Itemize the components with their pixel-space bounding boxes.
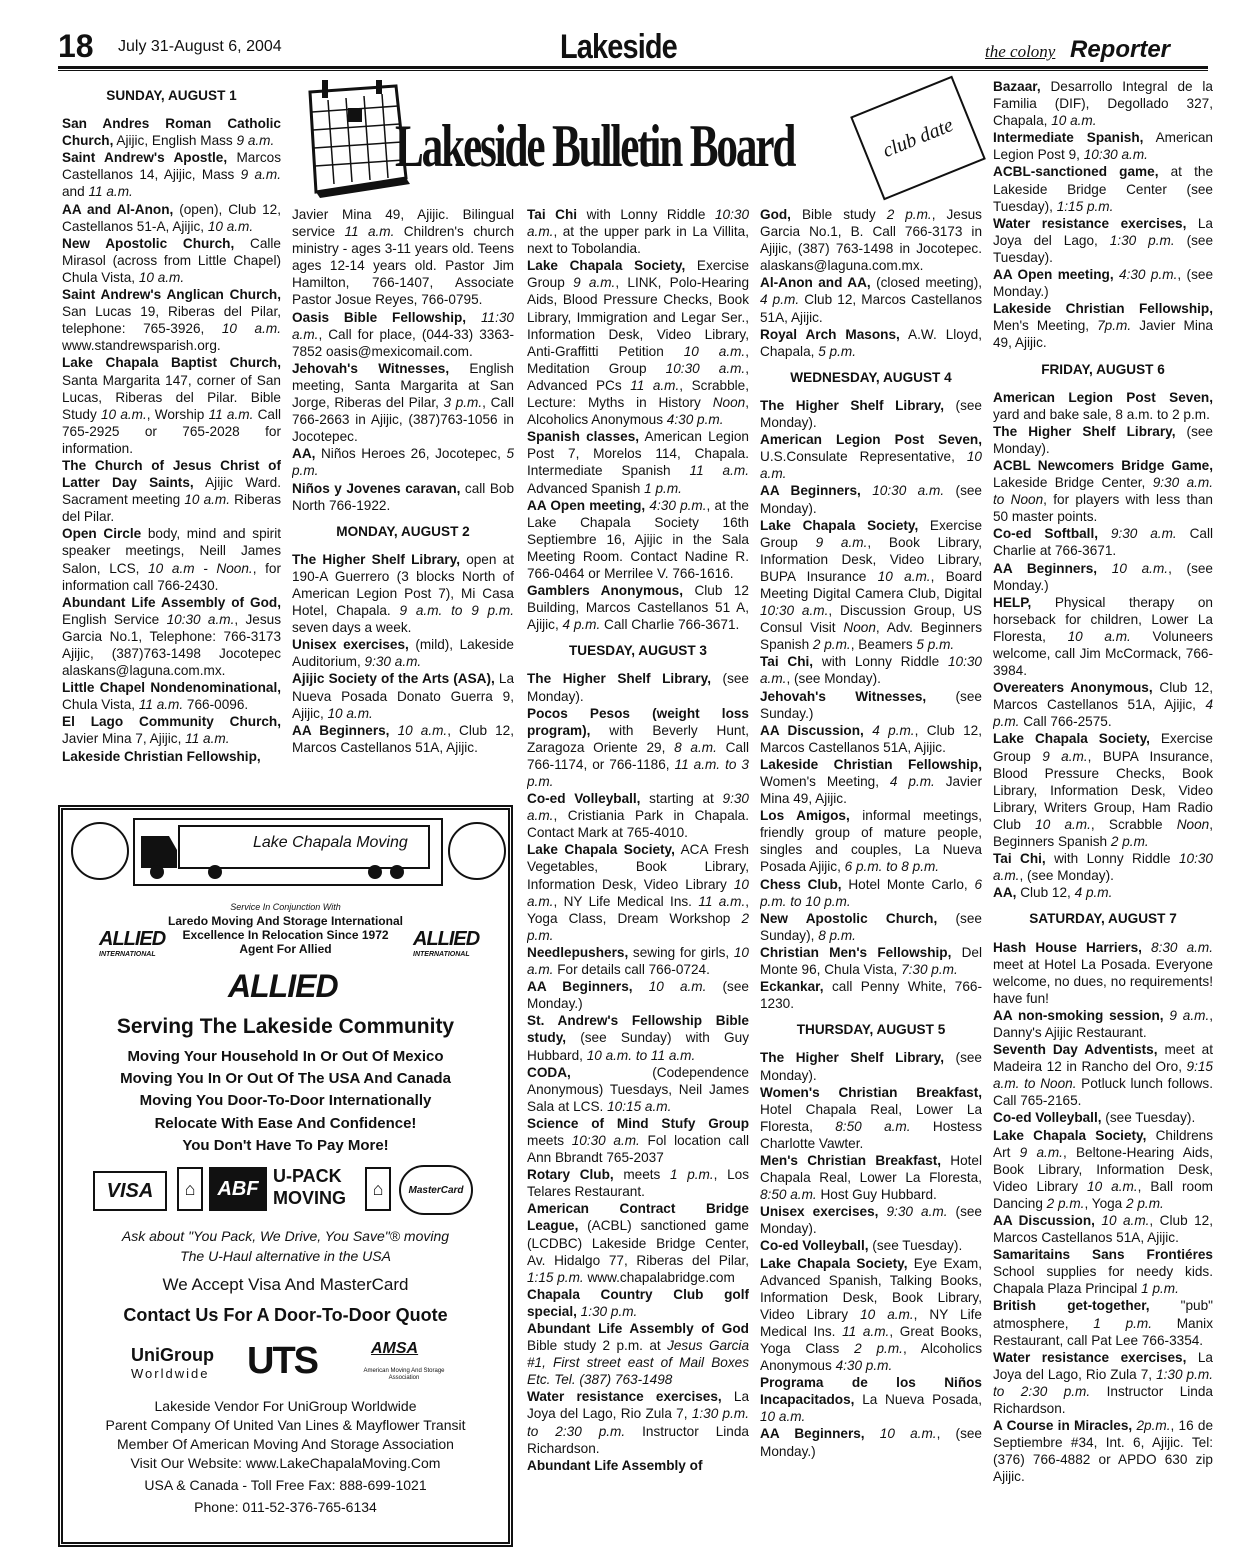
listing-entry: Water resistance exercises, La Joya del Lago, 1:30 p.m. (see Tuesday). (993, 215, 1213, 265)
listing-entry: British get-together, "pub" atmosphere, 1 p.m. Manix Restaurant, call Pat Lee 766-3354. (993, 1298, 1213, 1348)
day-heading-wednesday: WEDNESDAY, AUGUST 4 (790, 369, 952, 385)
seal-left-icon (71, 822, 129, 880)
listing-entry: Co-ed Volleyball, starting at 9:30 a.m., Cristiania Park in Chapala. Contact Mark at 765-4010. (527, 791, 749, 841)
allied-international-logo-left: ALLIED (99, 928, 166, 950)
listing-entry: Oasis Bible Fellowship, 11:30 a.m., Call for place, (044-33) 3363-7852 oasis@mexicomail.com. (292, 309, 514, 359)
listing-entry: Water resistance exercises, La Joya del Lago, Rio Zula 7, 1:30 p.m. to 2:30 p.m. Instructor Linda Richardson. (527, 1389, 749, 1456)
listing-entry: El Lago Community Church, Javier Mina 7, Ajijic, 11 a.m. (62, 714, 281, 747)
day-heading-monday: MONDAY, AUGUST 2 (336, 523, 470, 539)
listing-entry: The Higher Shelf Library, open at 190-A Guerrero (3 blocks North of American Legion Post 7), Mi Casa Hotel, Chapala. 9 a.m. to 9 p.m. seven days a week. (292, 551, 514, 636)
listing-group (760, 206, 982, 360)
upack-logo: U-PACK MOVING (273, 1166, 347, 1208)
listing-entry: Overeaters Anonymous, Club 12, Marcos Castellanos 51A, Ajijic, 4 p.m. Call 766-2575. (993, 680, 1213, 730)
day-heading-sunday: SUNDAY, AUGUST 1 (106, 88, 237, 103)
listing-entry: The Church of Jesus Christ of Latter Day Saints, Ajijic Ward. Sacrament meeting 10 a.m. Riberas del Pilar. (62, 457, 281, 525)
header-rule (58, 66, 1208, 69)
listing-entry: American Legion Post Seven, yard and bake sale, 8 a.m. to 2 p.m. (993, 389, 1213, 422)
column-3 (527, 206, 749, 1548)
ad-line: Moving You Door-To-Door Internationally (139, 1092, 432, 1109)
ad-line: Relocate With Ease And Confidence! (154, 1115, 417, 1132)
ad-line: Agent For Allied (239, 942, 332, 956)
listing-entry: Unisex exercises, (mild), Lakeside Auditorium, 9:30 a.m. (292, 637, 514, 670)
listing-entry: Abundant Life Assembly of (527, 1457, 703, 1473)
column-sunday (62, 78, 281, 796)
ad-line: Contact Us For A Door-To-Door Quote (123, 1305, 448, 1325)
listing-entry: AA Beginners, 10 a.m., Club 12, Marcos Castellanos 51A, Ajijic. (292, 722, 514, 755)
payment-logos (93, 1165, 473, 1219)
listing-entry: AA, Club 12, 4 p.m. (993, 885, 1113, 901)
ad-phone: Phone: 011-52-376-765-6134 (194, 1499, 377, 1515)
seal-right-icon (448, 822, 506, 880)
listing-group (292, 551, 514, 756)
listing-entry: Javier Mina 49, Ajijic. Bilingual service 11 a.m. Children's church ministry - ages 3-11 years old. Teens ages 12-14 years old. Pastor Jim Hamilton, 766-1407, Associate Pastor Josue Reyes, 766-0795. (292, 207, 514, 308)
listing-entry: Unisex exercises, 9:30 a.m. (see Monday). (760, 1204, 982, 1237)
ad-headline: Serving The Lakeside Community (116, 1015, 455, 1038)
listing-entry: Little Chapel Nondenominational, Chula Vista, 11 a.m. 766-0096. (62, 680, 281, 713)
house-icon: ⌂ (365, 1167, 391, 1211)
unigroup-logo: UniGroup (131, 1345, 214, 1365)
abf-logo: ABF (209, 1167, 267, 1211)
listing-group (527, 206, 749, 633)
listing-entry: Lakeside Christian Fellowship, Men's Meeting, 7p.m. Javier Mina 49, Ajijic. (993, 301, 1213, 351)
listing-entry: Open Circle body, mind and spirit speaker meetings, Neill James Salon, LCS, 10 a.m - Noon., for information call 766-2430. (62, 526, 281, 593)
day-heading-friday: FRIDAY, AUGUST 6 (1041, 361, 1165, 377)
day-heading-saturday: SATURDAY, AUGUST 7 (1029, 911, 1177, 927)
day-heading-thursday: THURSDAY, AUGUST 5 (796, 1022, 946, 1038)
listing-entry: Tai Chi with Lonny Riddle 10:30 a.m., at the upper park in La Villita, next to Tobolandia. (527, 207, 749, 257)
listing-entry: Los Amigos, informal meetings, friendly group of mature people, singles and couples, La Nueva Posada Ajijic, 6 p.m. to 8 p.m. (760, 808, 982, 875)
listing-entry: Gamblers Anonymous, Club 12 Building, Marcos Castellanos 51 A, Ajijic, 4 p.m. Call Charlie 766-3671. (527, 583, 749, 633)
listing-entry: AA non-smoking session, 9 a.m., Danny's Ajijic Restaurant. (993, 1007, 1213, 1040)
listing-entry: Lake Chapala Society, Exercise Group 9 a.m., LINK, Polo-Hearing Aids, Blood Pressure Checks, Book Library, Immigration and Legar Ser., Information Desk, Video Library, Anti-Graffitti Petition 10 a.m., Meditation Group 10:30 a.m., Advanced PCs 11 a.m., Scrabble, Lecture: Myths in History Noon, Alcoholics Anonymous 4:30 p.m. (527, 258, 749, 428)
truck-label: Lake Chapala Moving (253, 834, 408, 851)
mastercard-logo: MasterCard (399, 1165, 473, 1215)
listing-entry: Saint Andrew's Anglican Church, San Lucas 19, Riberas del Pilar, telephone: 765-3926, 10 a.m. www.standrewsparish.org. (62, 287, 281, 354)
ad-line: Excellence In Relocation Since 1972 (182, 928, 389, 942)
listing-group (993, 939, 1213, 1486)
listing-entry: American Contract Bridge League, (ACBL) sanctioned game (LCDBC) Lakeside Bridge Center, Av. Hidalgo 77, Riberas del Pilar, 1:15 p.m. www.chapalabridge.com (527, 1201, 749, 1285)
column-4 (760, 206, 982, 1548)
listing-entry: St. Andrew's Fellowship Bible study, (see Sunday) with Guy Hubbard, 10 a.m. to 11 a.m. (527, 1013, 749, 1063)
listing-entry: American Legion Post Seven, U.S.Consulate Representative, 10 a.m. (760, 432, 982, 482)
listing-entry: Royal Arch Masons, A.W. Lloyd, Chapala, 5 p.m. (760, 326, 982, 359)
allied-logo: ALLIED (228, 968, 338, 1004)
ad-line: We Accept Visa And MasterCard (162, 1275, 409, 1294)
listing-entry: New Apostolic Church, (see Sunday), 8 p.m. (760, 910, 982, 943)
listing-entry: AA Open meeting, 4:30 p.m., at the Lake Chapala Society 16th Septiembre 16, Ajijic in the Sala Meeting Room. Contact Nadine R. 766-0464 or Merrilee V. 766-1616. (527, 497, 749, 581)
listing-entry: God, Bible study 2 p.m., Jesus Garcia No.1, B. Call 766-3173 in Ajijic, (387) 763-1498 in Jocotepec. alaskans@laguna.com.mx. (760, 207, 982, 274)
listing-entry: Science of Mind Stufy Group meets 10:30 a.m. Fol location call Ann Bbrandt 765-2037 (527, 1115, 749, 1166)
listing-entry: Lakeside Christian Fellowship, (62, 748, 261, 764)
listing-entry: The Higher Shelf Library, (see Monday). (760, 397, 982, 431)
listing-entry: Lake Chapala Baptist Church, Santa Margarita 147, corner of San Lucas, Riberas del Pilar. Bible Study 10 a.m., Worship 11 a.m. Call 765-2925 or 765-2028 for information. (62, 355, 281, 456)
worldwide-label: Worldwide (131, 1366, 210, 1381)
uts-logo: UTS (247, 1340, 317, 1382)
ad-line: The U-Haul alternative in the USA (180, 1248, 391, 1264)
amsa-sub: American Moving And Storage Association (363, 1368, 445, 1381)
listing-entry: Tai Chi, with Lonny Riddle 10:30 a.m., (see Monday). (993, 851, 1213, 884)
listing-entry: Lake Chapala Society, Eye Exam, Advanced Spanish, Talking Books, Information Desk, Book Library, Video Library 10 a.m., NY Life Medical Ins. 11 a.m., Great Books, Yoga Class 2 p.m., Alcoholics Anonymous 4:30 p.m. (760, 1255, 982, 1374)
listing-entry: Jehovah's Witnesses, (see Sunday.) (760, 688, 982, 721)
listing-entry: Intermediate Spanish, American Legion Post 9, 10:30 a.m. (993, 130, 1213, 163)
listing-entry: Chess Club, Hotel Monte Carlo, 6 p.m. to 10 p.m. (760, 876, 982, 909)
ad-website: Visit Our Website: www.LakeChapalaMoving.Com (130, 1455, 441, 1471)
listing-entry: Bazaar, Desarrollo Integral de la Familia (DIF), Degollado 327, Chapala, 10 a.m. (993, 79, 1213, 129)
amsa-logo: AMSA (371, 1340, 419, 1357)
ad-line: Parent Company Of United Van Lines & Mayflower Transit (105, 1417, 466, 1433)
listing-entry: Spanish classes, American Legion Post 7, Morelos 114, Chapala. Intermediate Spanish 11 a.m. Advanced Spanish 1 p.m. (527, 429, 749, 496)
listing-entry: Men's Christian Breakfast, Hotel Chapala Real, Lower La Floresta, 8:50 a.m. Host Guy Hubbard. (760, 1152, 982, 1203)
ad-fax: USA & Canada - Toll Free Fax: 888-699-1021 (144, 1477, 427, 1493)
listing-entry: Lake Chapala Society, ACA Fresh Vegetables, Book Library, Information Desk, Video Library 10 a.m., NY Life Medical Ins. 11 a.m., Yoga Class, Dream Workshop 2 p.m. (527, 842, 749, 943)
club-date-note: club date (850, 76, 986, 201)
listing-entry: Co-ed Softball, 9:30 a.m. Call Charlie at 766-3671. (993, 526, 1213, 559)
header-rule-thin (58, 70, 1208, 71)
truck-logo (133, 818, 443, 886)
listing-entry: Tai Chi, with Lonny Riddle 10:30 a.m., (see Monday). (760, 654, 982, 687)
listing-entry: San Andres Roman Catholic Church, Ajijic, English Mass 9 a.m. (62, 116, 281, 149)
listing-entry: The Higher Shelf Library, (see Monday). (993, 423, 1213, 456)
listing-entry: Women's Christian Breakfast, Hotel Chapala Real, Lower La Floresta, 8:50 a.m. Hostess Charlotte Vawter. (760, 1084, 982, 1151)
ad-line: Moving Your Household In Or Out Of Mexico (127, 1048, 444, 1065)
column-2 (292, 206, 514, 800)
listing-entry: AA Beginners, 10 a.m. (see Monday.) (527, 979, 749, 1012)
listing-entry: AA Beginners, 10 a.m., (see Monday.) (993, 560, 1213, 593)
listing-entry: Hash House Harriers, 8:30 a.m. meet at Hotel La Posada. Everyone welcome, no dues, no requirements! have fun! (993, 939, 1213, 1006)
logo-small: the colony (985, 42, 1056, 61)
allied-intl-label: INTERNATIONAL (99, 951, 156, 958)
listing-entry: Lake Chapala Society, Childrens Art 9 a.m., Beltone-Hearing Aids, Book Library, Information Desk, Video Library 10 a.m., Ball room Dancing 2 p.m., Yoga 2 p.m. (993, 1127, 1213, 1211)
listing-entry: Lake Chapala Society, Exercise Group 9 a.m., BUPA Insurance, Blood Pressure Checks, Book Library, Information Desk, Video Library, Writers Group, Ham Radio Club 10 a.m., Scrabble Noon, Beginners Spanish 2 p.m. (993, 731, 1213, 850)
listing-entry: ACBL Newcomers Bridge Game, Lakeside Bridge Center, 9:30 a.m. to Noon, for players with less than 50 master points. (993, 457, 1213, 525)
page-number: 18 (58, 28, 94, 64)
listing-entry: Lake Chapala Society, Exercise Group 9 a.m., Book Library, Information Desk, Video Library, BUPA Insurance 10 a.m., Board Meeting Digital Camera Club, Digital 10:30 a.m., Discussion Group, US Consul Visit Noon, Adv. Beginners Spanish 2 p.m., Beamers 5 p.m. (760, 517, 982, 653)
visa-logo: VISA (93, 1171, 167, 1211)
listing-entry: Pocos Pesos (weight loss program), with Beverly Hunt, Zaragoza Oriente 29, 8 a.m. Call 766-1174, or 766-1186, 11 a.m. to 3 p.m. (527, 705, 749, 789)
ad-line: Lakeside Vendor For UniGroup Worldwide (154, 1398, 417, 1414)
moving-company-ad (58, 805, 513, 1547)
listing-entry: AA Open meeting, 4:30 p.m., (see Monday.) (993, 267, 1213, 300)
day-heading-tuesday: TUESDAY, AUGUST 3 (569, 643, 707, 659)
listing-entry: Jehovah's Witnesses, English meeting, Santa Margarita at San Jorge, Riberas del Pilar, 3 p.m., Call 766-2663 in Ajijic, (387)763-1056 in Jocotepec. (292, 360, 514, 445)
logo-reporter: Reporter (1070, 36, 1171, 63)
allied-international-logo-right: ALLIED (413, 928, 480, 950)
listing-entry: AA Discussion, 4 p.m., Club 12, Marcos Castellanos 51A, Ajijic. (760, 722, 982, 755)
bulletin-board-title: Lakeside Bulletin Board (395, 113, 795, 179)
listing-entry: AA Beginners, 10 a.m., (see Monday.) (760, 1426, 982, 1459)
listing-entry: AA Discussion, 10 a.m., Club 12, Marcos Castellanos 51A, Ajijic. (993, 1213, 1213, 1246)
listing-entry: Seventh Day Adventists, meet at Madeira 12 in Rancho del Oro, 9:15 a.m. to Noon. Potluck lunch follows. Call 765-2165. (993, 1042, 1213, 1109)
house-icon: ⌂ (177, 1167, 203, 1211)
listing-entry: Christian Men's Fellowship, Del Monte 96, Chula Vista, 7:30 p.m. (760, 944, 982, 978)
listing-entry: ACBL-sanctioned game, at the Lakeside Bridge Center (see Tuesday), 1:15 p.m. (993, 164, 1213, 214)
listing-entry: New Apostolic Church, Calle Mirasol (across from Little Chapel) Chula Vista, 10 a.m. (62, 235, 281, 285)
listing-group (292, 206, 514, 514)
issue-date: July 31-August 6, 2004 (118, 38, 282, 55)
listing-group (527, 670, 749, 1473)
listing-entry: Al-Anon and AA, (closed meeting), 4 p.m. Club 12, Marcos Castellanos 51A, Ajijic. (760, 275, 982, 325)
listing-entry: Rotary Club, meets 1 p.m., Los Telares Restaurant. (527, 1167, 749, 1200)
ad-line: Member Of American Moving And Storage Association (117, 1436, 454, 1452)
listing-entry: Co-ed Volleyball, (see Tuesday). (993, 1110, 1196, 1126)
listing-entry: HELP, Physical therapy on horseback for children, Lower La Floresta, 10 a.m. Voluneers welcome, call Jim McCormack, 766-3984. (993, 594, 1213, 679)
listing-entry: Water resistance exercises, La Joya del Lago, Rio Zula 7, 1:30 p.m. to 2:30 p.m. Instructor Linda Richardson. (993, 1349, 1213, 1417)
listing-entry: CODA, (Codependence Anonymous) Tuesdays, Neil James Sala at LCS. 10:15 a.m. (527, 1064, 749, 1114)
listing-group (760, 1049, 982, 1459)
listing-entry: Eckankar, call Penny White, 766-1230. (760, 979, 982, 1012)
listing-entry: Saint Andrew's Apostle, Marcos Castellanos 14, Ajijic, Mass 9 a.m. and 11 a.m. (62, 150, 281, 200)
listing-entry: AA Beginners, 10:30 a.m. (see Monday). (760, 483, 982, 516)
listing-entry: Co-ed Volleyball, (see Tuesday). (760, 1238, 963, 1254)
listing-entry: Niños y Jovenes caravan, call Bob North 766-1922. (292, 480, 514, 513)
listing-entry: AA and Al-Anon, (open), Club 12, Castellanos 51-A, Ajijic, 10 a.m. (62, 201, 281, 234)
listing-entry: The Higher Shelf Library, (see Monday). (527, 671, 749, 704)
allied-intl-label: INTERNATIONAL (413, 951, 470, 958)
ad-line: Laredo Moving And Storage International (168, 914, 403, 928)
listing-entry: Lakeside Christian Fellowship, Women's Meeting, 4 p.m. Javier Mina 49, Ajijic. (760, 756, 982, 807)
ad-line: Moving You In Or Out Of The USA And Canada (120, 1070, 451, 1087)
listing-entry: A Course in Miracles, 2p.m., 16 de Septiembre #34, Int. 6, Ajijic. Tel: (376) 766-4882 or APDO 630 zip Ajijic. (993, 1418, 1213, 1485)
listing-group (760, 397, 982, 1012)
ad-line: Service In Conjunction With (230, 902, 341, 912)
listing-group (993, 78, 1213, 352)
listing-entry: Programa de los Niños Incapacitados, La Nueva Posada, 10 a.m. (760, 1375, 982, 1425)
section-title: Lakeside (560, 28, 677, 66)
listing-entry: AA, Niños Heroes 26, Jocotepec, 5 p.m. (292, 446, 514, 479)
listing-group (62, 115, 281, 765)
listing-entry: Abundant Life Assembly of God, English Service 10:30 a.m., Jesus Garcia No.1, Telephone: 766-3173 Ajijic, (387)763-1498 Jocotepec alaskans@laguna.com.mx. (62, 594, 281, 679)
listing-entry: Chapala Country Club golf special, 1:30 p.m. (527, 1286, 749, 1319)
listing-entry: Ajijic Society of the Arts (ASA), La Nueva Posada Donato Guerra 9, Ajijic, 10 a.m. (292, 671, 514, 721)
listing-group (993, 389, 1213, 902)
column-5 (993, 78, 1213, 1548)
listing-entry: The Higher Shelf Library, (see Monday). (760, 1050, 982, 1083)
ad-line: Ask about "You Pack, We Drive, You Save"® moving (121, 1228, 450, 1244)
listing-entry: Abundant Life Assembly of God Bible study 2 p.m. at Jesus Garcia #1, First street east of Mail Boxes Etc. Tel. (387) 763-1498 (527, 1321, 749, 1388)
listing-entry: Samaritains Sans Frontiéres School supplies for needy kids. Chapala Plaza Principal 1 p.m. (993, 1247, 1213, 1297)
listing-entry: Needlepushers, sewing for girls, 10 a.m. For details call 766-0724. (527, 944, 749, 978)
ad-line: You Don't Have To Pay More! (182, 1137, 389, 1154)
truck-icon (135, 820, 441, 884)
